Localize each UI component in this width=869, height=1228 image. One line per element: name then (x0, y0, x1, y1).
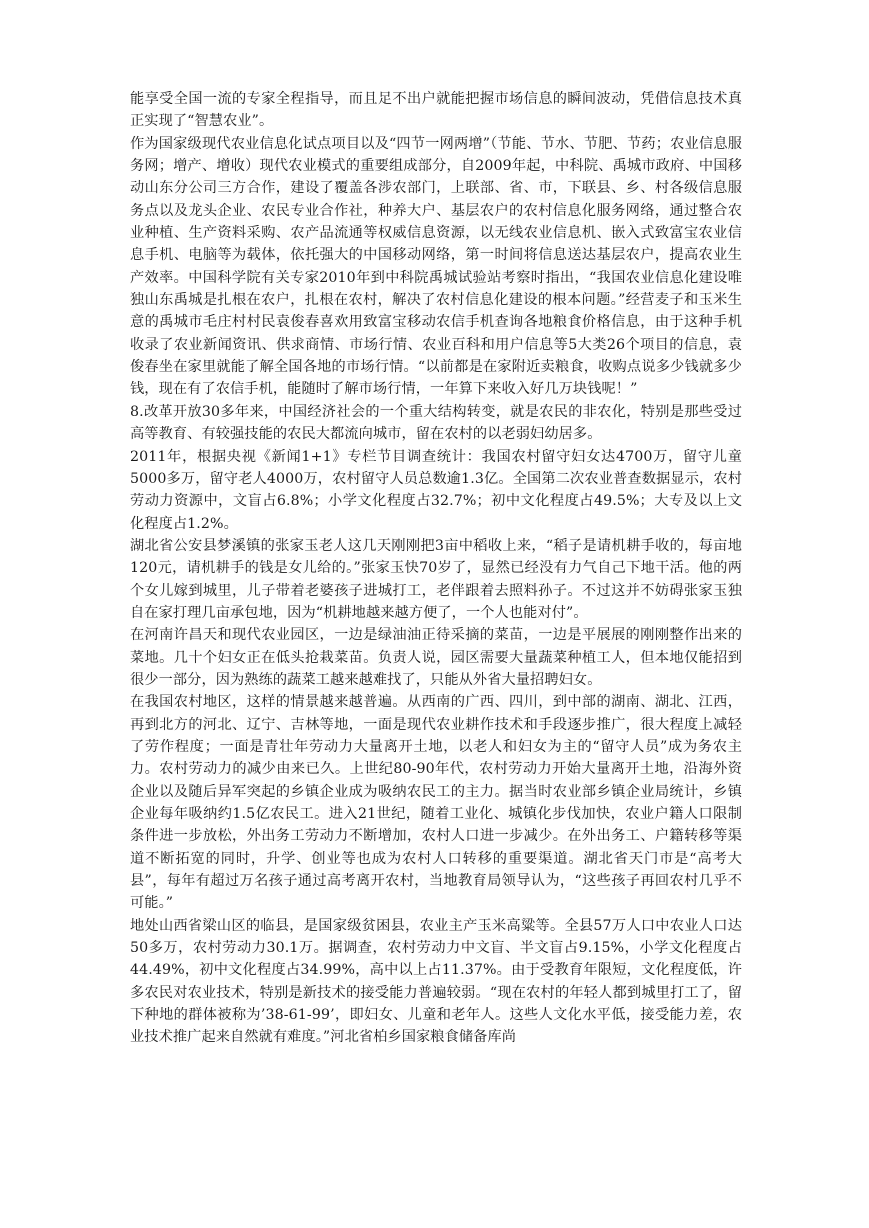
paragraph-5: 湖北省公安县梦溪镇的张家玉老人这几天刚刚把3亩中稻收上来，“稻子是请机耕手收的，每亩地120元，请机耕手的钱是女儿给的。”张家玉快70岁了，显然已经没有力气自己下地干活。他的两个女儿嫁到城里，儿子带着老婆孩子进城打工，老伴跟着去照料孙子。不过这并不妨碍张家玉独自在家打理几亩承包地，因为“机耕地越来越方便了，一个人也能对付”。 (130, 537, 742, 621)
paragraph-7: 在我国农村地区，这样的情景越来越普遍。从西南的广西、四川，到中部的湖南、湖北、江西，再到北方的河北、辽宁、吉林等地，一面是现代农业耕作技术和手段逐步推广，很大程度上减轻了劳作程度；一面是青壮年劳动力大量离开土地，以老人和妇女为主的“留守人员”成为务农主力。农村劳动力的减少由来已久。上世纪80-90年代，农村劳动力开始大量离开土地，沿海外资企业以及随后异军突起的乡镇企业成为吸纳农民工的主力。据当时农业部乡镇企业局统计，乡镇企业每年吸纳约1.5亿农民工。进入21世纪，随着工业化、城镇化步伐加快，农业户籍人口限制条件进一步放松，外出务工劳动力不断增加，农村人口进一步减少。在外出务工、户籍转移等渠道不断拓宽的同时，升学、创业等也成为农村人口转移的重要渠道。湖北省天门市是“高考大县”，每年有超过万名孩子通过高考离开农村，当地教育局领导认为，“这些孩子再回农村几乎不可能。” (130, 694, 742, 912)
paragraph-2: 作为国家级现代农业信息化试点项目以及“四节一网两增”（节能、节水、节肥、节药；农业信息服务网；增产、增收）现代农业模式的重要组成部分，自2009年起，中科院、禹城市政府、中国移动山东分公司三方合作，建设了覆盖各涉农部门，上联部、省、市，下联县、乡、村各级信息服务点以及龙头企业、农民专业合作社，种养大户、基层农户的农村信息化服务网络，通过整合农业种植、生产资料采购、农产品流通等权威信息资源，以无线农业信息机、嵌入式致富宝农业信息手机、电脑等为载体，依托强大的中国移动网络，第一时间将信息送达基层农户，提高农业生产效率。中国科学院有关专家2010年到中科院禹城试验站考察时指出，“我国农业信息化建设唯独山东禹城是扎根在农户，扎根在农村，解决了农村信息化建设的根本问题。”经营麦子和玉米生意的禹城市毛庄村村民袁俊春喜欢用致富宝移动农信手机查询各地粮食价格信息，由于这种手机收录了农业新闻资讯、供求商情、市场行情、农业百科和用户信息等5大类26个项目的信息，袁俊春坐在家里就能了解全国各地的市场行情。“以前都是在家附近卖粮食，收购点说多少钱就多少钱，现在有了农信手机，能随时了解市场行情，一年算下来收入好几万块钱呢！” (130, 135, 742, 398)
paragraph-4: 2011年，根据央视《新闻1+1》专栏节目调查统计：我国农村留守妇女达4700万，留守儿童5000多万，留守老人4000万，农村留守人员总数逾1.3亿。全国第二次农业普查数据显示，农村劳动力资源中，文盲占6.8%；小学文化程度占32.7%；初中文化程度占49.5%；大专及以上文化程度占1.2%。 (130, 448, 742, 532)
paragraph-1: 能享受全国一流的专家全程指导，而且足不出户就能把握市场信息的瞬间波动，凭借信息技术真正实现了“智慧农业”。 (130, 91, 742, 130)
paragraph-8: 地处山西省梁山区的临县，是国家级贫困县，农业主产玉米高粱等。全县57万人口中农业人口达50多万，农村劳动力30.1万。据调查，农村劳动力中文盲、半文盲占9.15%，小学文化程度占44.49%，初中文化程度占34.99%，高中以上占11.37%。由于受教育年限短，文化程度低，许多农民对农业技术，特别是新技术的接受能力普遍较弱。“现在农村的年轻人都到城里打工了，留下种地的群体被称为’38-61-99’，即妇女、儿童和老年人。这些人文化水平低，接受能力差，农业技术推广起来自然就有难度。”河北省柏乡国家粮食储备库尚 (130, 917, 742, 1046)
paragraph-3: 8.改革开放30多年来，中国经济社会的一个重大结构转变，就是农民的非农化，特别是那些受过高等教育、有较强技能的农民大都流向城市，留在农村的以老弱妇幼居多。 (130, 403, 742, 443)
paragraph-6: 在河南许昌天和现代农业园区，一边是绿油油正待采摘的菜苗，一边是平展展的刚刚整作出来的菜地。几十个妇女正在低头抢栽菜苗。负责人说，园区需要大量蔬菜种植工人，但本地仅能招到很少一部分，因为熟练的蔬菜工越来越难找了，只能从外省大量招聘妇女。 (130, 627, 742, 688)
document-body (130, 88, 742, 1049)
